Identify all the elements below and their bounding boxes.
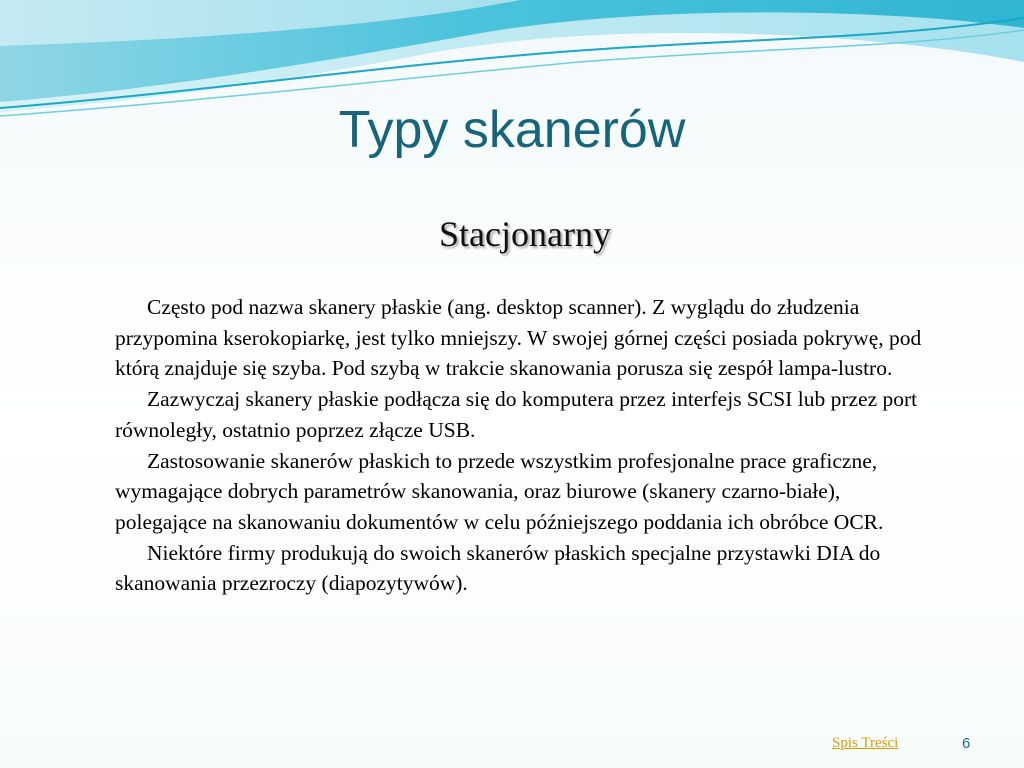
slide-body [115, 292, 935, 599]
table-of-contents-link[interactable]: Spis Treści [832, 735, 899, 751]
body-paragraph: Często pod nazwa skanery płaskie (ang. desktop scanner). Z wyglądu do złudzenia przypomina kserokopiarkę, jest tylko mniejszy. W swojej górnej części posiada pokrywę, pod którą znajduje się szyba. Pod szybą w trakcie skanowania porusza się zespół lampa-lustro. [115, 295, 922, 381]
slide-title: Typy skanerów [338, 101, 686, 159]
body-paragraph: Niektóre firmy produkują do swoich skanerów płaskich specjalne przystawki DIA do skanowania przezroczy (diapozytywów). [115, 540, 881, 596]
body-paragraph: Zastosowanie skanerów płaskich to przede wszystkim profesjonalne prace graficzne, wymagające dobrych parametrów skanowania, oraz biurowe (skanery czarno-białe), polegające na skanowaniu dokumentów w celu późniejszego poddania ich obróbce OCR. [115, 448, 884, 534]
slide-subtitle: Stacjonarny [439, 214, 611, 254]
page-number: 6 [962, 735, 971, 752]
body-paragraph: Zazwyczaj skanery płaskie podłącza się do komputera przez interfejs SCSI lub przez port równoległy, ostatnio poprzez złącze USB. [115, 387, 918, 442]
